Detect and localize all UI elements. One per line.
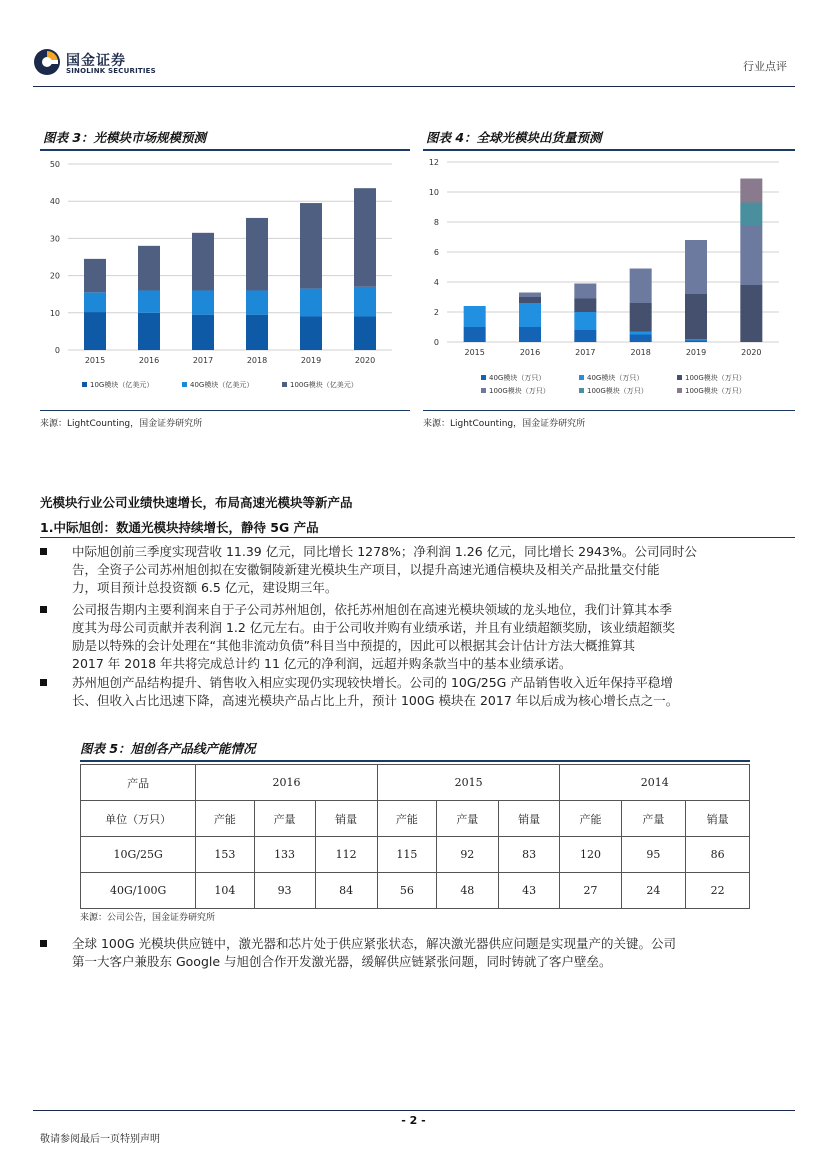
table-header-row <box>81 765 750 801</box>
bar-segment <box>574 312 596 330</box>
legend-swatch <box>481 388 486 393</box>
bar-segment <box>685 341 707 343</box>
bar-segment <box>246 290 268 314</box>
bullet-text-3: 苏州旭创产品结构提升、销售收入相应实现仍实现较快增长。公司的 10G/25G 产品销售收入近年保持平稳增 长、但收入占比迅速下降，高速光模块产品占比上升，预计 100G 模块在 2017 年以后成为核心增长点之一。 <box>72 675 679 708</box>
header-year-2014: 2014 <box>560 765 750 801</box>
subheader-sales: 销量 <box>315 801 377 837</box>
report-type-label: 行业点评 <box>743 60 787 73</box>
x-tick-label: 2019 <box>685 348 707 357</box>
bar-segment <box>84 259 106 292</box>
bar-segment <box>574 284 596 299</box>
x-tick-label: 2017 <box>192 356 214 365</box>
legend-label: 10G模块（亿美元） <box>90 381 154 389</box>
x-tick-label: 2018 <box>630 348 651 357</box>
bar-segment <box>519 327 541 342</box>
legend-swatch <box>182 382 187 387</box>
figure3-bottom-rule <box>40 410 410 411</box>
bar-segment <box>740 285 762 342</box>
bar-segment <box>192 233 214 291</box>
capacity-table <box>80 764 750 909</box>
bar-segment <box>300 317 322 350</box>
bar-segment <box>685 240 707 294</box>
x-tick-label: 2016 <box>138 356 160 365</box>
bullet-text-1: 中际旭创前三季度实现营收 11.39 亿元，同比增长 1278%；净利润 1.26 亿元，同比增长 2943%。公司同时公 告，全资子公司苏州旭创拟在安徽铜陵新建光模块生产项目，以提升高速光通信模块及相关产品批量交付能 力，项目预计总投资额 6.5 亿元，建设期三年。 <box>72 544 697 595</box>
table-cell: 133 <box>254 837 315 873</box>
table-cell: 115 <box>377 837 436 873</box>
table5-title: 图表 5：旭创各产品线产能情况 <box>80 741 256 756</box>
row-product: 40G/100G <box>81 873 196 909</box>
table-cell: 24 <box>621 873 686 909</box>
y-tick-label: 8 <box>433 218 439 227</box>
table-cell: 92 <box>436 837 498 873</box>
bar-segment <box>192 315 214 350</box>
legend-swatch <box>579 375 584 380</box>
y-tick-label: 0 <box>433 338 439 347</box>
bar-segment <box>354 188 376 287</box>
legend-label: 100G模块（万只） <box>489 387 550 395</box>
x-tick-label: 2015 <box>464 348 485 357</box>
y-tick-label: 30 <box>49 234 60 244</box>
legend-label: 40G模块（万只） <box>587 374 644 382</box>
legend-swatch <box>579 388 584 393</box>
header-year-2016: 2016 <box>196 765 377 801</box>
table-row <box>81 837 750 873</box>
y-tick-label: 4 <box>433 278 439 287</box>
table-cell: 22 <box>686 873 750 909</box>
y-tick-label: 50 <box>49 160 60 169</box>
legend-swatch <box>677 375 682 380</box>
bar-segment <box>84 312 106 350</box>
table-cell: 84 <box>315 873 377 909</box>
bar-segment <box>574 299 596 313</box>
legend-label: 100G模块（万只） <box>685 387 746 395</box>
figure3-chart <box>40 152 410 407</box>
y-tick-label: 20 <box>49 271 60 281</box>
bar-segment <box>138 290 160 312</box>
bullet-text-2: 公司报告期内主要利润来自于子公司苏州旭创，依托苏州旭创在高速光模块领域的龙头地位，我们计算其本季 度其为母公司贡献并表利润 1.2 亿元左右。由于公司收并购有业绩承诺，并且有业绩超额奖励，该业绩超额奖 励是以特殊的会计处理在“其他非流动负债”科目当中预提的，因此可以根据其会计估计方法大概推算其 2017 年 2018 年共将完成总计约 11 亿元的净利润，远超并购条款当中的基本业绩承诺。 <box>72 602 675 671</box>
bar-segment <box>519 293 541 298</box>
table-cell: 153 <box>196 837 254 873</box>
legend-swatch <box>82 382 87 387</box>
subheader-output: 产量 <box>436 801 498 837</box>
header-unit: 单位（万只） <box>81 801 196 837</box>
bar-segment <box>138 246 160 291</box>
bar-segment <box>740 179 762 203</box>
figure4-chart <box>423 152 795 407</box>
bar-segment <box>630 269 652 304</box>
y-tick-label: 40 <box>49 197 60 207</box>
bar-segment <box>464 327 486 342</box>
bar-segment <box>464 306 486 327</box>
bar-segment <box>192 290 214 314</box>
y-tick-label: 6 <box>433 248 439 257</box>
logo-english-name: SINOLINK SECURITIES <box>66 67 156 75</box>
y-tick-label: 0 <box>54 346 60 355</box>
subheader-capacity: 产能 <box>560 801 621 837</box>
legend-swatch <box>677 388 682 393</box>
legend-label: 100G模块（亿美元） <box>290 381 358 389</box>
subheader-capacity: 产能 <box>377 801 436 837</box>
subheader-sales: 销量 <box>498 801 560 837</box>
y-tick-label: 10 <box>49 308 60 318</box>
x-tick-label: 2020 <box>741 348 762 357</box>
bar-segment <box>354 287 376 317</box>
table-cell: 43 <box>498 873 560 909</box>
y-tick-label: 12 <box>428 158 439 167</box>
logo-chinese-name: 国金证券 <box>66 53 126 69</box>
bar-segment <box>246 315 268 350</box>
x-tick-label: 2020 <box>354 356 376 365</box>
table-cell: 120 <box>560 837 621 873</box>
table-cell: 27 <box>560 873 621 909</box>
table-cell: 93 <box>254 873 315 909</box>
bar-segment <box>354 317 376 350</box>
legend-label: 40G模块（万只） <box>489 374 546 382</box>
legend-label: 100G模块（万只） <box>685 374 746 382</box>
table-row <box>81 873 750 909</box>
legend-swatch <box>282 382 287 387</box>
bar-segment <box>519 297 541 303</box>
header-year-2015: 2015 <box>377 765 560 801</box>
subtitle-divider <box>40 537 795 538</box>
subheader-sales: 销量 <box>686 801 750 837</box>
figure3-source: 来源：LightCounting，国金证券研究所 <box>40 419 203 429</box>
figure3-title-bar <box>40 149 410 151</box>
subheader-output: 产量 <box>621 801 686 837</box>
figure3-title: 图表 3：光模块市场规模预测 <box>43 130 207 145</box>
header-divider <box>33 86 795 87</box>
x-tick-label: 2015 <box>84 356 106 365</box>
figure4-source: 来源：LightCounting，国金证券研究所 <box>423 419 586 429</box>
table-cell: 112 <box>315 837 377 873</box>
y-tick-label: 10 <box>428 188 439 197</box>
x-tick-label: 2016 <box>519 348 541 357</box>
table-subheader-row <box>81 801 750 837</box>
table-cell: 86 <box>686 837 750 873</box>
row-product: 10G/25G <box>81 837 196 873</box>
section-title: 光模块行业公司业绩快速增长，布局高速光模块等新产品 <box>40 495 353 510</box>
bar-segment <box>740 225 762 285</box>
bullet-square-icon <box>40 679 47 686</box>
subheader-output: 产量 <box>254 801 315 837</box>
bar-segment <box>685 294 707 339</box>
section-subtitle: 1.中际旭创：数通光模块持续增长，静待 5G 产品 <box>40 520 319 535</box>
table5-source: 来源：公司公告，国金证券研究所 <box>80 913 216 923</box>
header-product: 产品 <box>81 765 196 801</box>
figure4-title: 图表 4：全球光模块出货量预测 <box>426 130 602 145</box>
bar-segment <box>574 330 596 342</box>
bar-segment <box>246 218 268 291</box>
bar-segment <box>519 303 541 327</box>
bullet-text-4: 全球 100G 光模块供应链中，激光器和芯片处于供应紧张状态，解决激光器供应问题是实现量产的关键。公司 第一大客户兼股东 Google 与旭创合作开发激光器，缓解供应链紧张问题，同时铸就了客户壁垒。 <box>72 936 676 969</box>
bullet-square-icon <box>40 606 47 613</box>
y-tick-label: 2 <box>433 308 439 317</box>
figure4-bottom-rule <box>423 410 795 411</box>
bar-segment <box>300 203 322 289</box>
table-cell: 48 <box>436 873 498 909</box>
x-tick-label: 2017 <box>575 348 596 357</box>
bar-segment <box>138 313 160 350</box>
footer-divider <box>33 1110 795 1111</box>
disclaimer-note: 敬请参阅最后一页特别声明 <box>40 1134 160 1145</box>
sinolink-logo-icon <box>33 48 61 76</box>
bar-segment <box>630 335 652 343</box>
x-tick-label: 2018 <box>246 356 268 365</box>
x-tick-label: 2019 <box>300 356 322 365</box>
subheader-capacity: 产能 <box>196 801 254 837</box>
table-cell: 83 <box>498 837 560 873</box>
legend-swatch <box>481 375 486 380</box>
bar-segment <box>630 332 652 335</box>
bar-segment <box>740 203 762 226</box>
bar-segment <box>300 289 322 317</box>
bullet-square-icon <box>40 940 47 947</box>
table-cell: 104 <box>196 873 254 909</box>
page-number: - 2 - <box>401 1114 426 1127</box>
figure4-title-bar <box>423 149 795 151</box>
table5-title-bar <box>80 760 750 762</box>
table-cell: 95 <box>621 837 686 873</box>
legend-label: 100G模块（万只） <box>587 387 648 395</box>
legend-label: 40G模块（亿美元） <box>190 381 254 389</box>
bullet-square-icon <box>40 548 47 555</box>
bar-segment <box>630 303 652 332</box>
bar-segment <box>84 292 106 312</box>
bar-segment <box>685 339 707 341</box>
table-cell: 56 <box>377 873 436 909</box>
page-header <box>0 0 827 90</box>
